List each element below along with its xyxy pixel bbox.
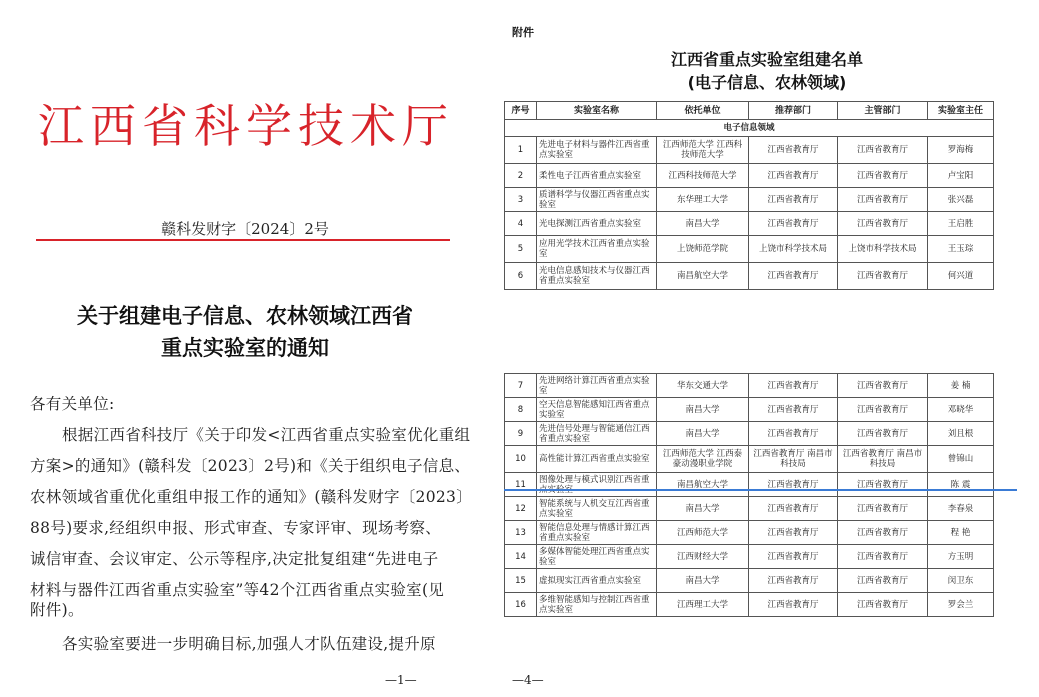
notice-title-line2: 重点实验室的通知 [161, 336, 329, 360]
cell-rec: 江西省教育厅 [749, 422, 838, 446]
cell-dept: 江西省教育厅 [838, 263, 928, 290]
cell-dept: 江西省教育厅 [838, 164, 928, 188]
cell-unit: 南昌大学 [657, 212, 749, 236]
cell-no: 14 [505, 545, 537, 569]
cell-rec: 上饶市科学技术局 [749, 236, 838, 263]
cell-no: 12 [505, 497, 537, 521]
cell-name: 先进网络计算江西省重点实验室 [537, 374, 657, 398]
cell-dept: 江西省教育厅 [838, 137, 928, 164]
cell-rec: 江西省教育厅 [749, 497, 838, 521]
header-cell: 序号 [505, 102, 537, 120]
table-row [505, 263, 994, 290]
cell-director: 罗会兰 [928, 593, 994, 617]
lab-list-table-top [504, 101, 994, 290]
cell-unit: 南昌大学 [657, 398, 749, 422]
cell-director: 卢宝阳 [928, 164, 994, 188]
cell-rec: 江西省教育厅 [749, 398, 838, 422]
list-title-line1: 江西省重点实验室组建名单 [670, 50, 863, 69]
section-row [505, 120, 994, 137]
cell-director: 方玉明 [928, 545, 994, 569]
cell-no: 6 [505, 263, 537, 290]
cell-name: 应用光学技术江西省重点实验室 [537, 236, 657, 263]
cell-dept: 江西省教育厅 南昌市科技局 [838, 446, 928, 473]
cell-no: 15 [505, 569, 537, 593]
cell-dept: 江西省教育厅 [838, 593, 928, 617]
cell-unit: 南昌航空大学 [657, 473, 749, 497]
cell-dept: 江西省教育厅 [838, 398, 928, 422]
cell-dept: 江西省教育厅 [838, 212, 928, 236]
table-header-row [505, 102, 994, 120]
notice-title-line1: 关于组建电子信息、农林领域江西省 [77, 304, 413, 328]
body-line: 方案>的通知》(赣科发〔2023〕2号)和《关于组织电子信息、 [30, 457, 471, 475]
cell-unit: 南昌大学 [657, 569, 749, 593]
table-row [505, 545, 994, 569]
table-row [505, 236, 994, 263]
section-label: 电子信息领域 [505, 120, 994, 137]
cell-no: 13 [505, 521, 537, 545]
cell-unit: 南昌大学 [657, 422, 749, 446]
cell-director: 何兴道 [928, 263, 994, 290]
cell-unit: 南昌航空大学 [657, 263, 749, 290]
cell-name: 智能信息处理与情感计算江西省重点实验室 [537, 521, 657, 545]
cell-director: 闵卫东 [928, 569, 994, 593]
cell-no: 8 [505, 398, 537, 422]
cell-no: 7 [505, 374, 537, 398]
blue-divider-line [504, 489, 1017, 491]
list-title-line2: (电子信息、农林领域) [687, 73, 847, 92]
cell-dept: 江西省教育厅 [838, 188, 928, 212]
cell-no: 11 [505, 473, 537, 497]
cell-rec: 江西省教育厅 [749, 545, 838, 569]
cell-no: 4 [505, 212, 537, 236]
cell-name: 质谱科学与仪器江西省重点实验室 [537, 188, 657, 212]
table-row [505, 164, 994, 188]
header-cell: 实验室名称 [537, 102, 657, 120]
table-row [505, 521, 994, 545]
cell-no: 3 [505, 188, 537, 212]
table-row [505, 188, 994, 212]
cell-unit: 江西财经大学 [657, 545, 749, 569]
cell-unit: 江西理工大学 [657, 593, 749, 617]
header-cell: 依托单位 [657, 102, 749, 120]
cell-unit: 南昌大学 [657, 497, 749, 521]
cell-unit: 江西师范大学 江西泰豪动漫职业学院 [657, 446, 749, 473]
attachment-label: 附件 [512, 26, 534, 39]
table-row [505, 497, 994, 521]
cell-rec: 江西省教育厅 [749, 263, 838, 290]
notice-page-left [0, 0, 490, 697]
cell-dept: 江西省教育厅 [838, 473, 928, 497]
header-cell: 主管部门 [838, 102, 928, 120]
table-row [505, 137, 994, 164]
cell-dept: 上饶市科学技术局 [838, 236, 928, 263]
body-line: 材料与器件江西省重点实验室”等42个江西省重点实验室(见 [30, 581, 445, 599]
table-row [505, 212, 994, 236]
cell-dept: 江西省教育厅 [838, 545, 928, 569]
cell-unit: 江西师范大学 [657, 521, 749, 545]
red-divider-line [36, 239, 450, 241]
cell-rec: 江西省教育厅 [749, 374, 838, 398]
cell-name: 虚拟现实江西省重点实验室 [537, 569, 657, 593]
body-line: 根据江西省科技厅《关于印发<江西省重点实验室优化重组 [62, 426, 471, 444]
cell-rec: 江西省教育厅 [749, 569, 838, 593]
cell-no: 9 [505, 422, 537, 446]
cell-unit: 江西科技师范大学 [657, 164, 749, 188]
cell-name: 柔性电子江西省重点实验室 [537, 164, 657, 188]
header-cell: 实验室主任 [928, 102, 994, 120]
cell-rec: 江西省教育厅 [749, 137, 838, 164]
cell-no: 5 [505, 236, 537, 263]
body-line: 农林领域省重优化重组申报工作的通知》(赣科发财字〔2023〕 [30, 488, 472, 506]
cell-no: 10 [505, 446, 537, 473]
cell-dept: 江西省教育厅 [838, 521, 928, 545]
cell-director: 曾锦山 [928, 446, 994, 473]
cell-name: 先进电子材料与器件江西省重点实验室 [537, 137, 657, 164]
table-row [505, 398, 994, 422]
cell-rec: 江西省教育厅 南昌市科技局 [749, 446, 838, 473]
cell-director: 刘且根 [928, 422, 994, 446]
cell-no: 1 [505, 137, 537, 164]
cell-no: 2 [505, 164, 537, 188]
cell-name: 光电信息感知技术与仪器江西省重点实验室 [537, 263, 657, 290]
cell-director: 姜 楠 [928, 374, 994, 398]
cell-name: 光电探测江西省重点实验室 [537, 212, 657, 236]
page-number: —4— [512, 673, 544, 687]
cell-director: 李春泉 [928, 497, 994, 521]
header-cell: 推荐部门 [749, 102, 838, 120]
cell-rec: 江西省教育厅 [749, 188, 838, 212]
cell-director: 罗海梅 [928, 137, 994, 164]
cell-name: 多媒体智能处理江西省重点实验室 [537, 545, 657, 569]
body-line: 诚信审查、会议审定、公示等程序,决定批复组建“先进电子 [30, 550, 439, 568]
agency-letterhead: 江西省科学技术厅 [38, 99, 454, 153]
body-line: 88号)要求,经组织申报、形式审查、专家评审、现场考察、 [30, 519, 442, 537]
cell-rec: 江西省教育厅 [749, 473, 838, 497]
cell-rec: 江西省教育厅 [749, 593, 838, 617]
document-number: 赣科发财字〔2024〕2号 [161, 220, 329, 238]
attachment-page-right [495, 0, 1039, 697]
table-row [505, 473, 994, 497]
body-line: 附件)。 [30, 601, 84, 619]
cell-name: 先进信号处理与智能通信江西省重点实验室 [537, 422, 657, 446]
cell-unit: 东华理工大学 [657, 188, 749, 212]
cell-dept: 江西省教育厅 [838, 422, 928, 446]
cell-director: 张兴磊 [928, 188, 994, 212]
table-row [505, 374, 994, 398]
lab-list-table-bottom [504, 373, 994, 617]
cell-rec: 江西省教育厅 [749, 164, 838, 188]
cell-name: 多维智能感知与控制江西省重点实验室 [537, 593, 657, 617]
cell-name: 智能系统与人机交互江西省重点实验室 [537, 497, 657, 521]
salutation: 各有关单位: [30, 395, 115, 413]
cell-no: 16 [505, 593, 537, 617]
table-row [505, 446, 994, 473]
cell-dept: 江西省教育厅 [838, 497, 928, 521]
table-row [505, 593, 994, 617]
table-row [505, 569, 994, 593]
cell-director: 王玉琮 [928, 236, 994, 263]
table-row [505, 422, 994, 446]
cell-director: 陈 震 [928, 473, 994, 497]
cell-dept: 江西省教育厅 [838, 569, 928, 593]
page-number: —1— [385, 673, 417, 687]
cell-unit: 上饶师范学院 [657, 236, 749, 263]
cell-name: 高性能计算江西省重点实验室 [537, 446, 657, 473]
cell-director: 程 艳 [928, 521, 994, 545]
cell-name: 空天信息智能感知江西省重点实验室 [537, 398, 657, 422]
cell-rec: 江西省教育厅 [749, 521, 838, 545]
cell-unit: 江西师范大学 江西科技师范大学 [657, 137, 749, 164]
cell-unit: 华东交通大学 [657, 374, 749, 398]
cell-director: 王启胜 [928, 212, 994, 236]
cell-rec: 江西省教育厅 [749, 212, 838, 236]
cell-dept: 江西省教育厅 [838, 374, 928, 398]
body-line: 各实验室要进一步明确目标,加强人才队伍建设,提升原 [62, 635, 436, 653]
cell-director: 邓晓华 [928, 398, 994, 422]
cell-name: 图像处理与模式识别江西省重 [537, 473, 657, 497]
